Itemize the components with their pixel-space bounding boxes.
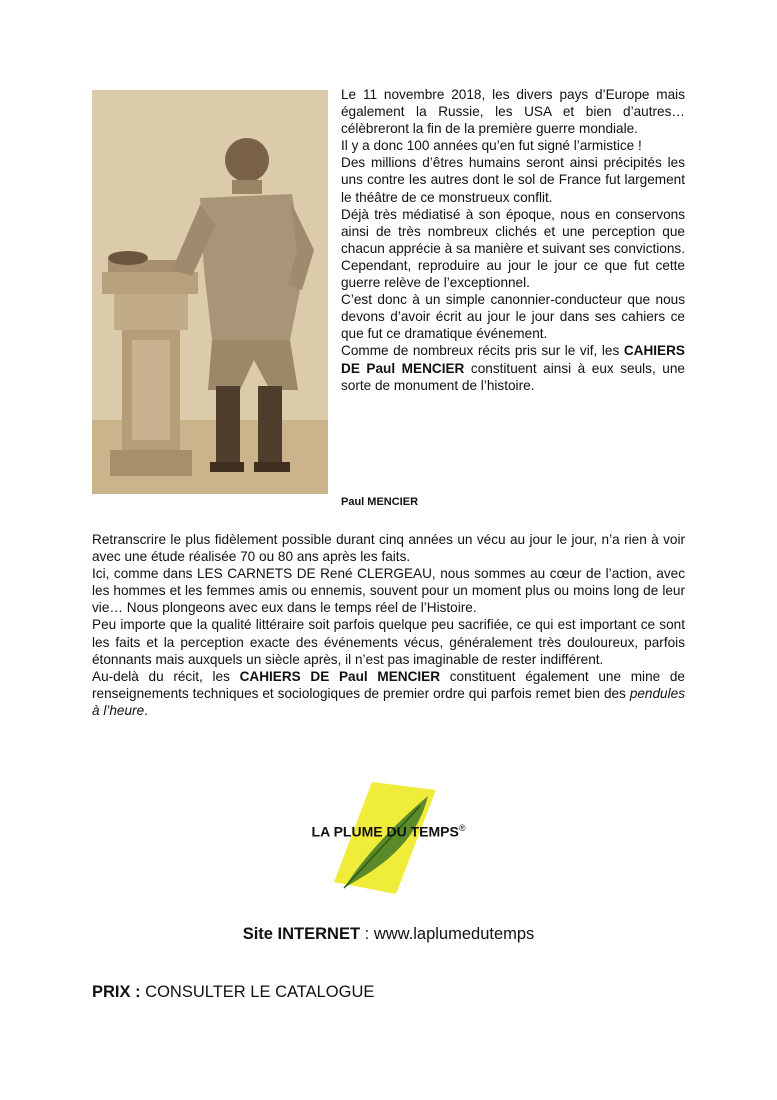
- body-paragraph: Peu importe que la qualité littéraire soit parfois quelque peu sacrifiée, ce qui est important ce sont les faits et la perception exacte des événements vécus, généralement très douloureux, parfois étonnants mais auxquels un siècle après, il n’est pas imaginable de rester indifférent.: [92, 617, 685, 667]
- price-label: PRIX :: [92, 983, 141, 1001]
- body-paragraph: Au-delà du récit, les CAHIERS DE Paul MENCIER constituent également une mine de renseignements techniques et sociologiques de premier ordre qui parfois remet bien des pendules à l’heure.: [92, 668, 685, 718]
- body-text: [92, 531, 685, 719]
- intro-paragraph: Des millions d’êtres humains seront ainsi précipités les uns contre les autres dont le sol de France fut largement le théâtre de ce monstrueux conflit.: [341, 155, 685, 205]
- intro-paragraph: Le 11 novembre 2018, les divers pays d’Europe mais également la Russie, les USA et bien d’autres… célèbreront la fin de la première guerre mondiale.: [341, 87, 685, 137]
- cahiers-title: CAHIERS DE Paul MENCIER: [341, 343, 685, 376]
- body-paragraph: Retranscrire le plus fidèlement possible durant cinq années un vécu au jour le jour, n’a rien à voir avec une étude réalisée 70 ou 80 ans après les faits.: [92, 532, 685, 565]
- intro-paragraph: Déjà très médiatisé à son époque, nous en conservons ainsi de très nombreux clichés et une perception que chacun apprécie à sa manière et suivant ses convictions. Cependant, reproduire au jour le jour ce que fut cette guerre relève de l’exceptionnel.: [341, 206, 685, 291]
- website-line: Site INTERNET : www.laplumedutemps: [242, 925, 535, 943]
- price-value: CONSULTER LE CATALOGUE: [140, 983, 375, 1001]
- soldier-photograph: [92, 90, 328, 494]
- cahiers-title: CAHIERS DE Paul MENCIER: [239, 668, 441, 684]
- site-label: Site INTERNET: [242, 925, 361, 943]
- intro-paragraph: Comme de nombreux récits pris sur le vif, les CAHIERS DE Paul MENCIER constituent ainsi à eux seuls, une sorte de monument de l’histoire.: [341, 343, 685, 393]
- intro-paragraph: C’est donc à un simple canonnier-conducteur que nous devons d’avoir écrit au jour le jour dans ses cahiers ce que fut ce dramatique événement.: [341, 292, 685, 342]
- price-line: [92, 983, 374, 1002]
- intro-paragraph: Il y a donc 100 années qu’en fut signé l’armistice !: [341, 138, 642, 154]
- photo-caption: Paul MENCIER: [341, 496, 419, 508]
- feather-logo: [320, 782, 450, 898]
- site-url[interactable]: www.laplumedutemps: [373, 925, 535, 943]
- body-paragraph: Ici, comme dans LES CARNETS DE René CLERGEAU, nous sommes au cœur de l’action, avec les hommes et les femmes amis ou ennemis, souvent pour un moment plus ou moins long de leur vie… Nous plongeons avec eux dans le temps réel de l’Histoire.: [92, 566, 685, 616]
- intro-text: [341, 86, 685, 394]
- brand-name: LA PLUME DU TEMPS®: [311, 823, 466, 840]
- registered-mark: ®: [458, 823, 466, 833]
